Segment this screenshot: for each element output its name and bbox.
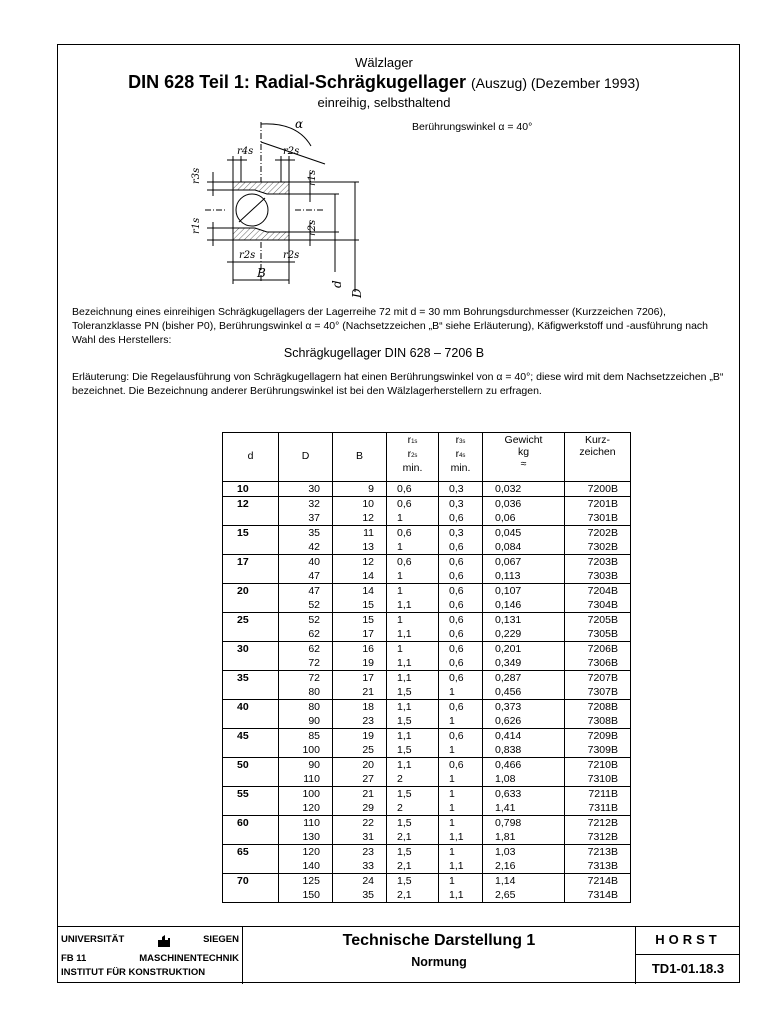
cell-bore-d: 70: [223, 874, 279, 889]
cell-r1s-r2s: 1,5: [387, 787, 439, 802]
table-row: [223, 613, 631, 628]
cell-designation: 7313B: [565, 859, 631, 874]
cell-bore-d: 65: [223, 845, 279, 860]
category-heading: Wälzlager: [355, 55, 413, 70]
cell-designation: 7301B: [565, 511, 631, 526]
table-row: [223, 511, 631, 526]
cell-bore-d: 12: [223, 497, 279, 512]
cell-width-B: 9: [333, 482, 387, 497]
cell-width-B: 29: [333, 801, 387, 816]
col-header-D: D: [279, 433, 333, 482]
cell-r1s-r2s: 1: [387, 613, 439, 628]
cell-outer-D: 52: [279, 598, 333, 613]
cell-r1s-r2s: 2: [387, 772, 439, 787]
cell-designation: 7314B: [565, 888, 631, 903]
cell-width-B: 17: [333, 627, 387, 642]
cell-designation: 7207B: [565, 671, 631, 686]
cell-bore-d: 20: [223, 584, 279, 599]
cell-width-B: 24: [333, 874, 387, 889]
cell-designation: 7308B: [565, 714, 631, 729]
table-body: [223, 482, 631, 903]
institute-name: INSTITUT FÜR KONSTRUKTION: [61, 967, 206, 978]
label-r2s-top: r2s: [283, 146, 300, 157]
cell-r3s-r4s: 1: [439, 714, 483, 729]
cell-weight: 0,456: [483, 685, 565, 700]
cell-bore-d: 35: [223, 671, 279, 686]
cell-outer-D: 90: [279, 758, 333, 773]
cell-designation: 7309B: [565, 743, 631, 758]
cell-weight: 0,146: [483, 598, 565, 613]
document-number: TD1-01.18.3: [651, 961, 725, 976]
cell-r1s-r2s: 1,5: [387, 845, 439, 860]
cell-width-B: 27: [333, 772, 387, 787]
table-row: [223, 743, 631, 758]
cell-designation: 7206B: [565, 642, 631, 657]
col-header-designation: Kurz- zeichen: [565, 433, 631, 482]
cell-designation: 7201B: [565, 497, 631, 512]
cell-r1s-r2s: 1,5: [387, 743, 439, 758]
cell-width-B: 14: [333, 584, 387, 599]
cell-outer-D: 30: [279, 482, 333, 497]
cell-bore-d: 60: [223, 816, 279, 831]
cell-outer-D: 110: [279, 816, 333, 831]
cell-width-B: 20: [333, 758, 387, 773]
table-row: [223, 729, 631, 744]
table-row: [223, 845, 631, 860]
document-id-block: [636, 927, 740, 984]
table-row: [223, 787, 631, 802]
cell-weight: 1,14: [483, 874, 565, 889]
cell-r1s-r2s: 2,1: [387, 888, 439, 903]
cell-designation: 7204B: [565, 584, 631, 599]
cell-bore-d: [223, 685, 279, 700]
author-name: HORST: [636, 927, 740, 955]
cell-designation: 7212B: [565, 816, 631, 831]
cell-weight: 0,838: [483, 743, 565, 758]
bearing-drawing: [185, 112, 385, 302]
cell-weight: 0,045: [483, 526, 565, 541]
cell-bore-d: [223, 598, 279, 613]
cell-width-B: 15: [333, 598, 387, 613]
cell-r3s-r4s: 0,6: [439, 671, 483, 686]
university-row: [61, 934, 239, 947]
cell-width-B: 35: [333, 888, 387, 903]
table-row: [223, 830, 631, 845]
cell-width-B: 17: [333, 671, 387, 686]
cell-r1s-r2s: 1: [387, 511, 439, 526]
cell-weight: 0,113: [483, 569, 565, 584]
cell-weight: 1,08: [483, 772, 565, 787]
university-logo-icon: [157, 935, 171, 947]
cell-r3s-r4s: 1: [439, 845, 483, 860]
cell-r1s-r2s: 1,1: [387, 671, 439, 686]
cell-bore-d: [223, 569, 279, 584]
cell-outer-D: 62: [279, 627, 333, 642]
cell-bore-d: [223, 656, 279, 671]
cell-designation: 7200B: [565, 482, 631, 497]
table-row: [223, 555, 631, 570]
col-header-r1s-r2s: r1s r2s min.: [387, 433, 439, 482]
cell-outer-D: 120: [279, 845, 333, 860]
cell-weight: 0,349: [483, 656, 565, 671]
explanation-text: Erläuterung: Die Regelausführung von Schrägkugellagern hat einen Berührungswinkel von α = 40°; diese wird mit dem Nachsetzzeichen „B“ bezeichnet. Die Bezeichnung anderer Berührungswinkel ist bei den Wälzlagerherstellern zu erfragen.: [72, 371, 724, 397]
cell-r3s-r4s: 1: [439, 743, 483, 758]
label-B: B: [257, 266, 266, 280]
cell-r1s-r2s: 1,1: [387, 758, 439, 773]
cell-r1s-r2s: 1,1: [387, 627, 439, 642]
cell-r3s-r4s: 1: [439, 874, 483, 889]
cell-weight: 1,41: [483, 801, 565, 816]
page-subtitle: einreihig, selbsthaltend: [317, 95, 451, 110]
cell-r3s-r4s: 1: [439, 787, 483, 802]
institution-block: [57, 927, 243, 984]
cell-bore-d: [223, 830, 279, 845]
cell-outer-D: 47: [279, 569, 333, 584]
cell-r1s-r2s: 1,5: [387, 816, 439, 831]
table-row: [223, 497, 631, 512]
cell-outer-D: 35: [279, 526, 333, 541]
cell-width-B: 33: [333, 859, 387, 874]
cell-r1s-r2s: 1,1: [387, 598, 439, 613]
cell-r1s-r2s: 1,1: [387, 700, 439, 715]
cell-outer-D: 42: [279, 540, 333, 555]
cell-weight: 0,131: [483, 613, 565, 628]
cell-r1s-r2s: 1,1: [387, 656, 439, 671]
cell-width-B: 31: [333, 830, 387, 845]
col-header-d: d: [223, 433, 279, 482]
faculty-name: MASCHINENTECHNIK: [139, 953, 239, 964]
cell-designation: 7203B: [565, 555, 631, 570]
document-title-block: [243, 927, 636, 984]
label-r2s-bottom-right: r2s: [283, 250, 300, 261]
cell-width-B: 12: [333, 511, 387, 526]
table-row: [223, 656, 631, 671]
cell-bore-d: 10: [223, 482, 279, 497]
cell-r1s-r2s: 1: [387, 642, 439, 657]
bearing-table: [222, 432, 631, 903]
cell-outer-D: 110: [279, 772, 333, 787]
cell-designation: 7307B: [565, 685, 631, 700]
cell-weight: 1,81: [483, 830, 565, 845]
cell-width-B: 15: [333, 613, 387, 628]
cell-r3s-r4s: 1: [439, 685, 483, 700]
cell-weight: 0,373: [483, 700, 565, 715]
cell-r1s-r2s: 2,1: [387, 859, 439, 874]
cell-designation: 7302B: [565, 540, 631, 555]
col-header-B: B: [333, 433, 387, 482]
cell-bore-d: 45: [223, 729, 279, 744]
page-title: [0, 72, 768, 93]
cell-outer-D: 150: [279, 888, 333, 903]
designation-example: Schrägkugellager DIN 628 – 7206 B: [283, 346, 485, 360]
cell-width-B: 23: [333, 845, 387, 860]
cell-outer-D: 120: [279, 801, 333, 816]
cell-weight: 0,626: [483, 714, 565, 729]
cell-r1s-r2s: 0,6: [387, 555, 439, 570]
cell-outer-D: 85: [279, 729, 333, 744]
cell-designation: 7210B: [565, 758, 631, 773]
cell-designation: 7305B: [565, 627, 631, 642]
cell-designation: 7213B: [565, 845, 631, 860]
cell-r1s-r2s: 1,5: [387, 685, 439, 700]
cell-outer-D: 100: [279, 787, 333, 802]
label-r3s: r3s: [191, 167, 202, 184]
cell-outer-D: 37: [279, 511, 333, 526]
cell-r1s-r2s: 1,5: [387, 714, 439, 729]
cell-outer-D: 130: [279, 830, 333, 845]
cell-r3s-r4s: 0,6: [439, 642, 483, 657]
table-row: [223, 758, 631, 773]
label-d: d: [330, 280, 344, 288]
cell-bore-d: [223, 627, 279, 642]
cell-designation: 7304B: [565, 598, 631, 613]
cell-width-B: 14: [333, 569, 387, 584]
table-row: [223, 685, 631, 700]
cell-outer-D: 125: [279, 874, 333, 889]
faculty-number: FB 11: [61, 953, 87, 964]
cell-width-B: 13: [333, 540, 387, 555]
cell-outer-D: 80: [279, 700, 333, 715]
cell-outer-D: 52: [279, 613, 333, 628]
cell-r3s-r4s: 0,3: [439, 526, 483, 541]
cell-r3s-r4s: 0,6: [439, 555, 483, 570]
cell-designation: 7303B: [565, 569, 631, 584]
cell-weight: 0,107: [483, 584, 565, 599]
cell-outer-D: 72: [279, 671, 333, 686]
cell-r3s-r4s: 1: [439, 801, 483, 816]
cell-width-B: 19: [333, 729, 387, 744]
cell-r1s-r2s: 1,5: [387, 874, 439, 889]
cell-weight: 0,229: [483, 627, 565, 642]
table-row: [223, 859, 631, 874]
cell-r1s-r2s: 1: [387, 540, 439, 555]
document-subtitle: Normung: [411, 955, 467, 969]
cell-width-B: 19: [333, 656, 387, 671]
cell-bore-d: 25: [223, 613, 279, 628]
cell-bore-d: [223, 888, 279, 903]
cell-width-B: 23: [333, 714, 387, 729]
cell-designation: 7311B: [565, 801, 631, 816]
cell-bore-d: [223, 772, 279, 787]
cell-outer-D: 140: [279, 859, 333, 874]
table-row: [223, 772, 631, 787]
cell-weight: 0,032: [483, 482, 565, 497]
table-row: [223, 526, 631, 541]
cell-width-B: 11: [333, 526, 387, 541]
table-row: [223, 569, 631, 584]
cell-weight: 0,798: [483, 816, 565, 831]
label-r4s: r4s: [237, 146, 254, 157]
cell-bore-d: [223, 511, 279, 526]
cell-outer-D: 72: [279, 656, 333, 671]
title-suffix: (Auszug) (Dezember 1993): [470, 75, 640, 91]
table-row: [223, 642, 631, 657]
cell-r3s-r4s: 0,6: [439, 613, 483, 628]
table-row: [223, 584, 631, 599]
table-row: [223, 627, 631, 642]
cell-outer-D: 90: [279, 714, 333, 729]
table-row: [223, 482, 631, 497]
cell-bore-d: 50: [223, 758, 279, 773]
cell-r3s-r4s: 0,3: [439, 482, 483, 497]
label-r2s-right: r2s: [307, 219, 318, 236]
cell-r3s-r4s: 0,6: [439, 511, 483, 526]
contact-angle-label: Berührungswinkel α = 40°: [412, 121, 533, 133]
label-r1s-right: r1s: [307, 169, 318, 186]
cell-width-B: 21: [333, 787, 387, 802]
cell-r3s-r4s: 0,6: [439, 729, 483, 744]
cell-outer-D: 80: [279, 685, 333, 700]
designation-description: Bezeichnung eines einreihigen Schrägkugellagers der Lagerreihe 72 mit d = 30 mm Bohrungsdurchmesser (Kurzzeichen 7206), Toleranzklasse PN (bisher P0), Berührungswinkel α = 40° (Nachsetzzeichen „B“ siehe Erläuterung), Käfigwerkstoff und -ausführung nach Wahl des Herstellers:: [72, 306, 709, 346]
cell-designation: 7306B: [565, 656, 631, 671]
cell-outer-D: 62: [279, 642, 333, 657]
faculty-row: [61, 953, 239, 964]
label-D: D: [350, 288, 364, 298]
cell-r3s-r4s: 0,6: [439, 758, 483, 773]
cell-bore-d: 55: [223, 787, 279, 802]
cell-bore-d: [223, 540, 279, 555]
cell-r1s-r2s: 1: [387, 569, 439, 584]
table-row: [223, 700, 631, 715]
cell-bore-d: 40: [223, 700, 279, 715]
title-block: [57, 926, 740, 984]
cell-r3s-r4s: 0,6: [439, 569, 483, 584]
cell-weight: 0,067: [483, 555, 565, 570]
cell-weight: 2,16: [483, 859, 565, 874]
cell-r1s-r2s: 1,1: [387, 729, 439, 744]
cell-weight: 0,201: [483, 642, 565, 657]
cell-weight: 0,466: [483, 758, 565, 773]
cell-r1s-r2s: 0,6: [387, 497, 439, 512]
cell-designation: 7310B: [565, 772, 631, 787]
cell-r3s-r4s: 0,6: [439, 540, 483, 555]
cell-outer-D: 47: [279, 584, 333, 599]
cell-r1s-r2s: 0,6: [387, 482, 439, 497]
cell-width-B: 18: [333, 700, 387, 715]
cell-outer-D: 40: [279, 555, 333, 570]
university-city: SIEGEN: [203, 934, 239, 945]
cell-weight: 0,287: [483, 671, 565, 686]
cell-designation: 7208B: [565, 700, 631, 715]
table-row: [223, 671, 631, 686]
label-alpha: α: [295, 117, 304, 131]
table-row: [223, 714, 631, 729]
col-header-weight: Gewicht kg ≈: [483, 433, 565, 482]
document-title: Technische Darstellung 1: [342, 932, 536, 949]
cell-r3s-r4s: 1,1: [439, 888, 483, 903]
title-main: DIN 628 Teil 1: Radial-Schrägkugellager: [128, 72, 466, 92]
cell-designation: 7209B: [565, 729, 631, 744]
label-r2s-bottom: r2s: [239, 250, 256, 261]
cell-r3s-r4s: 0,6: [439, 627, 483, 642]
cell-weight: 0,06: [483, 511, 565, 526]
cell-bore-d: 17: [223, 555, 279, 570]
cell-r1s-r2s: 0,6: [387, 526, 439, 541]
cell-outer-D: 100: [279, 743, 333, 758]
cell-weight: 0,036: [483, 497, 565, 512]
cell-weight: 2,65: [483, 888, 565, 903]
cell-designation: 7211B: [565, 787, 631, 802]
cell-designation: 7202B: [565, 526, 631, 541]
label-r1s-left: r1s: [191, 217, 202, 234]
cell-width-B: 25: [333, 743, 387, 758]
table-row: [223, 874, 631, 889]
cell-r3s-r4s: 0,6: [439, 656, 483, 671]
table-row: [223, 598, 631, 613]
cell-weight: 0,084: [483, 540, 565, 555]
cell-bore-d: 30: [223, 642, 279, 657]
cell-width-B: 16: [333, 642, 387, 657]
cell-r1s-r2s: 2: [387, 801, 439, 816]
cell-designation: 7312B: [565, 830, 631, 845]
cell-width-B: 22: [333, 816, 387, 831]
cell-r3s-r4s: 0,6: [439, 700, 483, 715]
cell-designation: 7214B: [565, 874, 631, 889]
cell-outer-D: 32: [279, 497, 333, 512]
cell-r3s-r4s: 1,1: [439, 830, 483, 845]
university-name: UNIVERSITÄT: [61, 934, 125, 945]
table-row: [223, 888, 631, 903]
table-row: [223, 540, 631, 555]
cell-r3s-r4s: 1: [439, 772, 483, 787]
cell-bore-d: [223, 743, 279, 758]
col-header-r3s-r4s: r3s r4s min.: [439, 433, 483, 482]
cell-weight: 0,633: [483, 787, 565, 802]
cell-r3s-r4s: 0,6: [439, 598, 483, 613]
cell-r3s-r4s: 1,1: [439, 859, 483, 874]
cell-width-B: 12: [333, 555, 387, 570]
cell-bore-d: [223, 801, 279, 816]
cell-width-B: 10: [333, 497, 387, 512]
cell-r1s-r2s: 2,1: [387, 830, 439, 845]
cell-bore-d: 15: [223, 526, 279, 541]
cell-r3s-r4s: 0,6: [439, 584, 483, 599]
cell-designation: 7205B: [565, 613, 631, 628]
table-row: [223, 801, 631, 816]
cell-bore-d: [223, 714, 279, 729]
cell-bore-d: [223, 859, 279, 874]
cell-weight: 0,414: [483, 729, 565, 744]
table-row: [223, 816, 631, 831]
cell-r3s-r4s: 0,3: [439, 497, 483, 512]
cell-weight: 1,03: [483, 845, 565, 860]
cell-width-B: 21: [333, 685, 387, 700]
cell-r3s-r4s: 1: [439, 816, 483, 831]
cell-r1s-r2s: 1: [387, 584, 439, 599]
